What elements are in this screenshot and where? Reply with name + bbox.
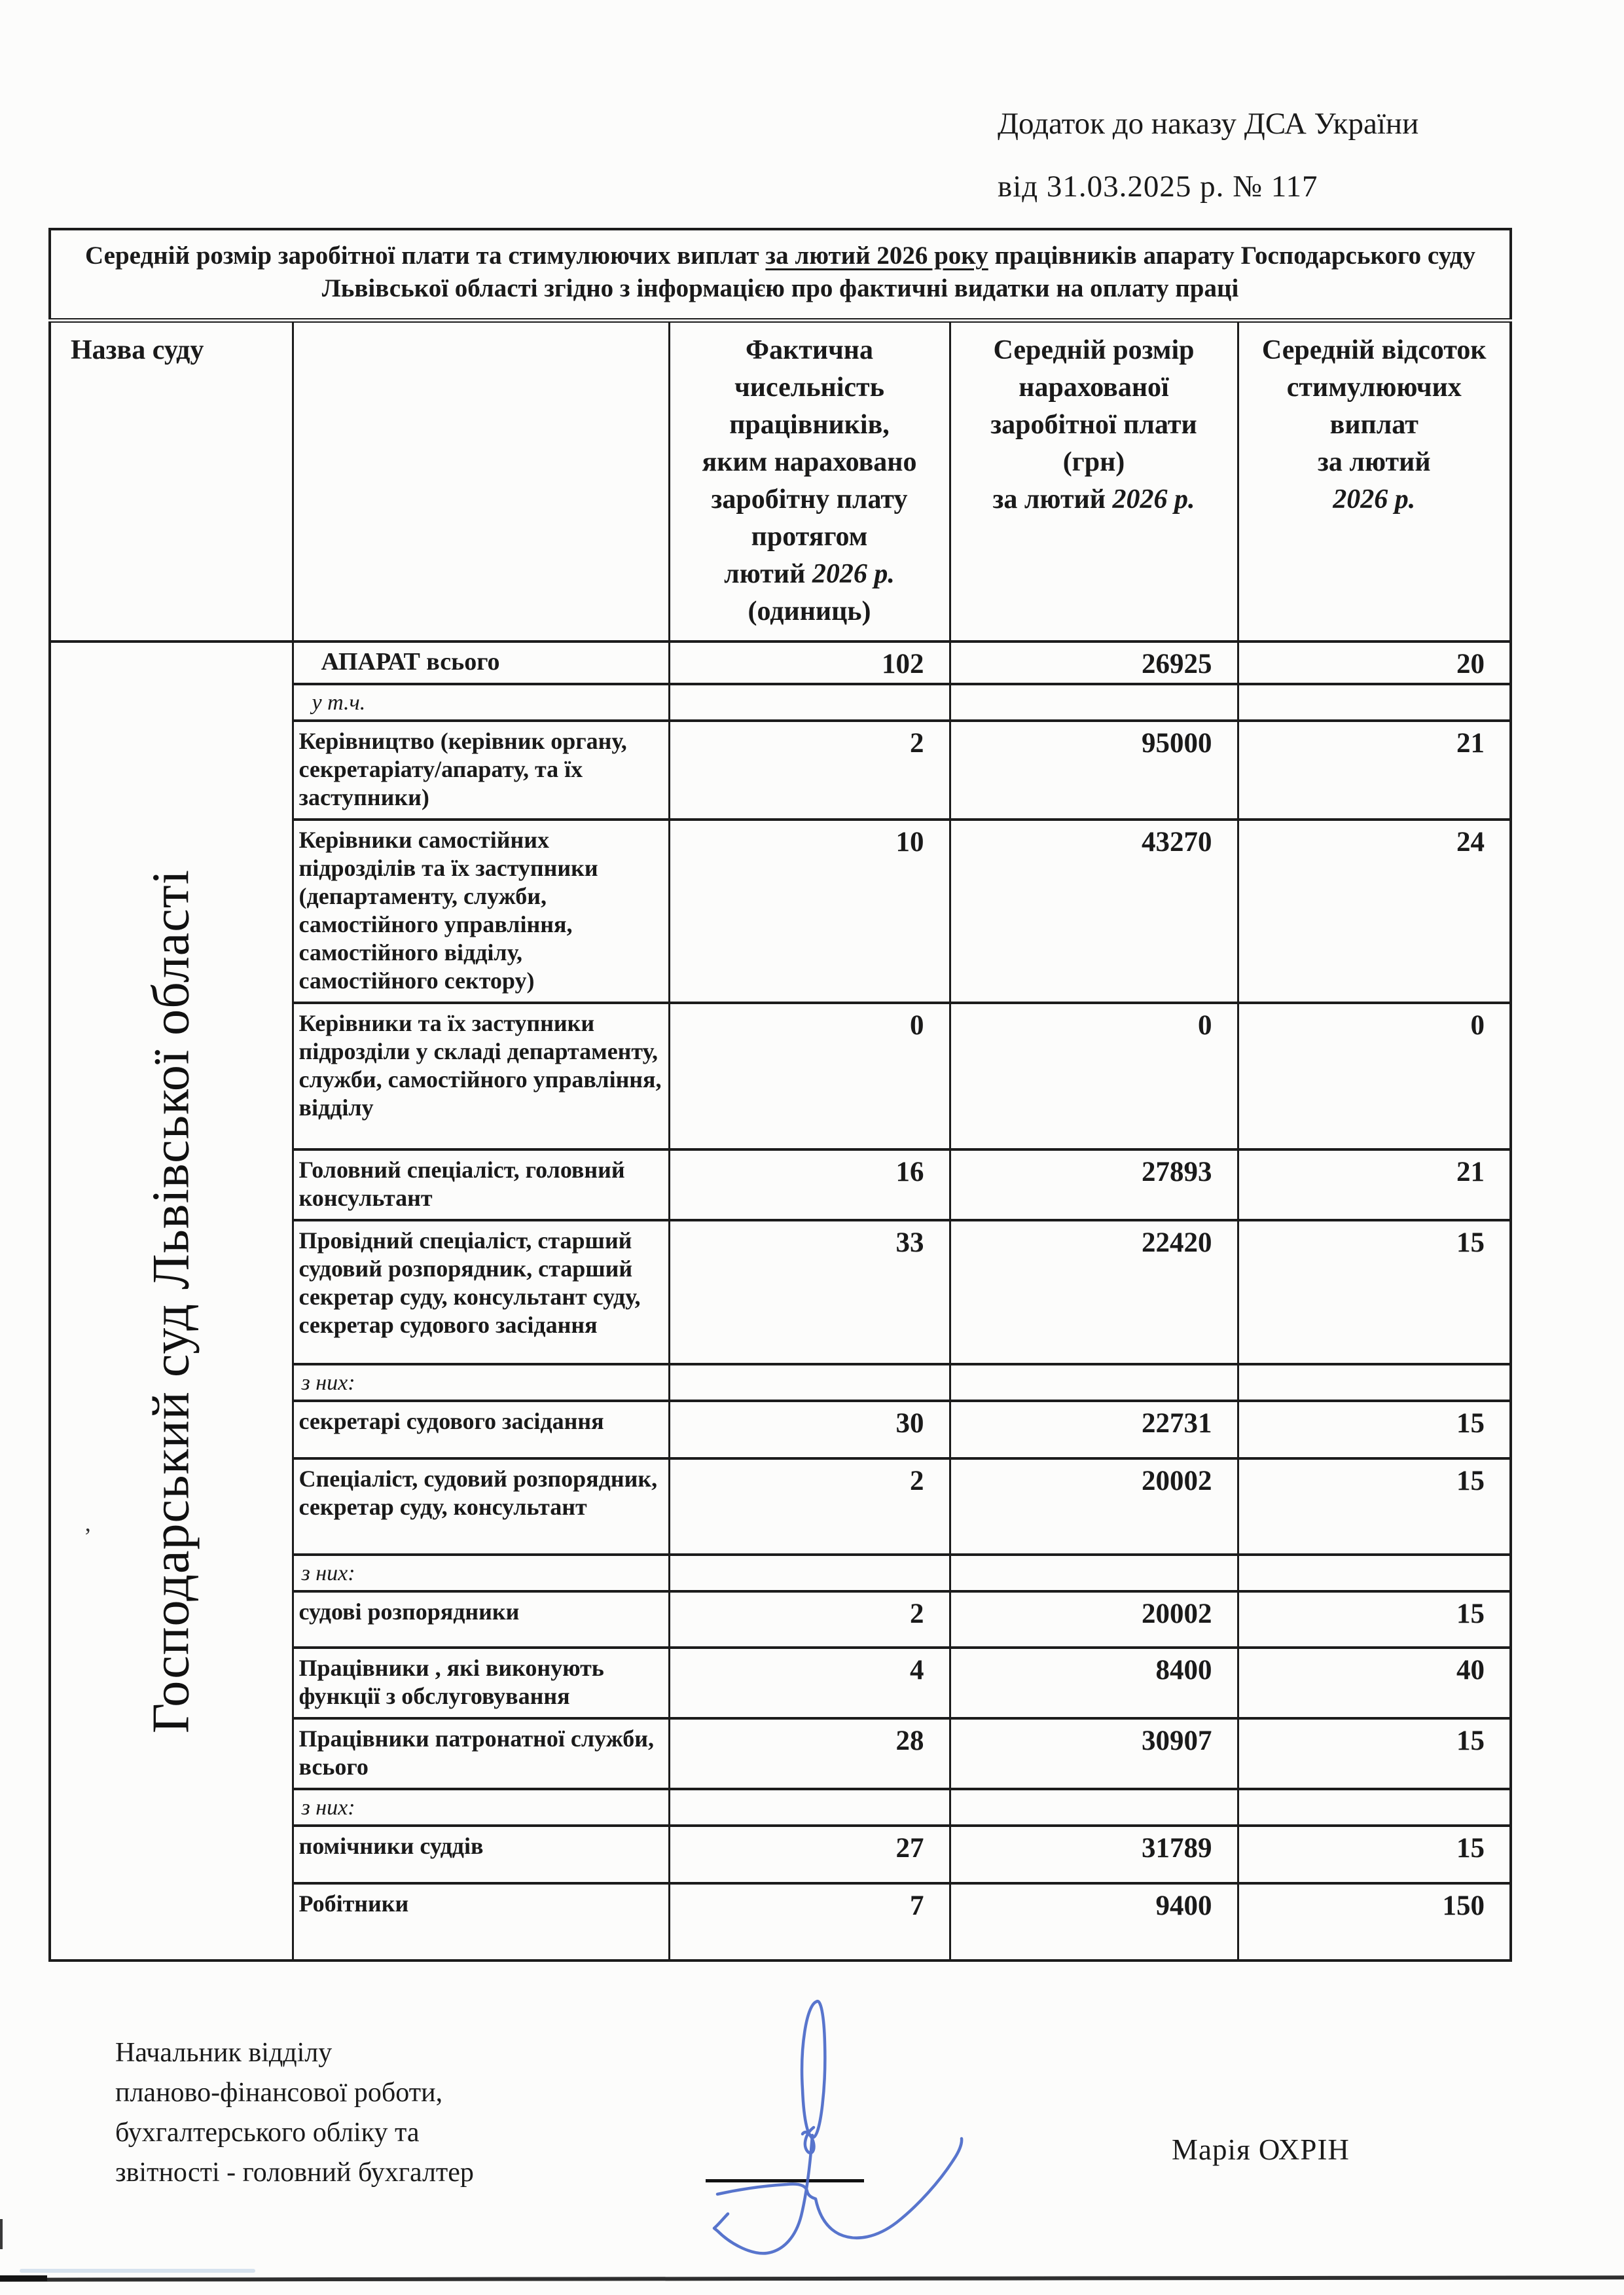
header-headcount [669, 321, 950, 642]
headcount-cell [669, 1789, 950, 1826]
percent-cell: 0 [1238, 1003, 1511, 1149]
salary-table [48, 228, 1512, 1962]
header-percent-line: Середній відсоток [1261, 335, 1487, 365]
headcount-cell: 28 [669, 1718, 950, 1789]
table-title-line2: Львівської області згідно з інформацією про фактичні видатки на оплату праці [321, 274, 1239, 302]
salary-cell: 9400 [950, 1883, 1238, 1961]
table-header-row [50, 321, 1511, 642]
header-headcount-line: яким нараховано [702, 447, 917, 477]
header-salary [950, 321, 1238, 642]
salary-cell [950, 1789, 1238, 1826]
percent-cell [1238, 1364, 1511, 1401]
salary-cell: 0 [950, 1003, 1238, 1149]
salary-cell: 31789 [950, 1826, 1238, 1883]
header-salary-line: (грн) [1062, 447, 1125, 477]
percent-cell: 15 [1238, 1718, 1511, 1789]
headcount-cell: 16 [669, 1149, 950, 1220]
headcount-cell: 33 [669, 1220, 950, 1364]
salary-cell: 22420 [950, 1220, 1238, 1364]
salary-cell: 20002 [950, 1458, 1238, 1555]
signatory-title-line: Начальник відділу [115, 2038, 333, 2068]
headcount-cell: 0 [669, 1003, 950, 1149]
header-headcount-line: протягом [751, 522, 868, 552]
row-label-cell: Керівництво (керівник органу, секретаріату/апарату, та їх заступники) [293, 721, 669, 820]
percent-cell: 15 [1238, 1458, 1511, 1555]
headcount-cell [669, 684, 950, 721]
signatory-name: Марія ОХРІН [1172, 2133, 1350, 2166]
salary-cell: 43270 [950, 820, 1238, 1003]
appendix-reference [998, 105, 1418, 206]
row-label-cell: Провідний спеціаліст, старший судовий розпорядник, старший секретар суду, консультант суду, секретар судового засідання [293, 1220, 669, 1364]
row-label-cell: Головний спеціаліст, головний консультант [293, 1149, 669, 1220]
headcount-cell [669, 1555, 950, 1591]
headcount-cell: 30 [669, 1401, 950, 1458]
salary-cell: 30907 [950, 1718, 1238, 1789]
signatory-title [115, 2033, 474, 2193]
scan-edge-line-dark [0, 2275, 47, 2281]
scan-speck: ʼ [84, 1523, 92, 1549]
table-title [50, 229, 1511, 321]
appendix-line1: Додаток до наказу ДСА України [998, 107, 1419, 141]
scan-left-edge-mark [0, 2219, 3, 2249]
appendix-line2: від 31.03.2025 р. № 117 [998, 170, 1318, 204]
headcount-cell: 2 [669, 1591, 950, 1648]
headcount-cell: 7 [669, 1883, 950, 1961]
header-salary-line: Середній розмір [993, 335, 1195, 365]
header-percent-year: 2026 р. [1333, 484, 1416, 515]
headcount-cell: 4 [669, 1648, 950, 1718]
headcount-cell: 2 [669, 721, 950, 820]
headcount-cell [669, 1364, 950, 1401]
percent-cell: 24 [1238, 820, 1511, 1003]
scan-edge-line [0, 2275, 1624, 2281]
header-percent-line: за лютий [1318, 447, 1431, 477]
salary-cell [950, 1555, 1238, 1591]
percent-cell: 15 [1238, 1220, 1511, 1364]
header-category-empty [293, 321, 669, 642]
row-label-cell: з них: [293, 1555, 669, 1591]
salary-cell: 27893 [950, 1149, 1238, 1220]
header-headcount-line: заробітну плату [711, 484, 908, 515]
row-label-cell: помічники суддів [293, 1826, 669, 1883]
table-title-text-1: Середній розмір заробітної плати та стимулюючих виплат [85, 242, 766, 270]
header-headcount-month: лютий 2026 р. [724, 559, 895, 589]
scan-smudge [20, 2269, 255, 2273]
header-salary-line: нарахованої [1019, 372, 1169, 403]
row-label-cell: Керівники самостійних підрозділів та їх заступники (департаменту, служби, самостійного управління, самостійного відділу, самостійного сектору) [293, 820, 669, 1003]
salary-cell: 22731 [950, 1401, 1238, 1458]
handwritten-signature [641, 1970, 1008, 2278]
salary-cell: 20002 [950, 1591, 1238, 1648]
row-label-cell: Спеціаліст, судовий розпорядник, секретар суду, консультант [293, 1458, 669, 1555]
percent-cell: 15 [1238, 1401, 1511, 1458]
signatory-title-line: бухгалтерського обліку та [115, 2118, 420, 2148]
row-label-cell: секретарі судового засідання [293, 1401, 669, 1458]
table-title-underlined-period: за лютий 2026 року [765, 242, 988, 270]
header-headcount-line: Фактична [746, 335, 873, 365]
percent-cell: 150 [1238, 1883, 1511, 1961]
court-name-cell [50, 642, 293, 1961]
row-label-cell: Керівники та їх заступники підрозділи у складі департаменту, служби, самостійного управління, відділу [293, 1003, 669, 1149]
row-label-cell: з них: [293, 1789, 669, 1826]
header-percent [1238, 321, 1511, 642]
row-label-cell: у т.ч. [293, 684, 669, 721]
row-label-cell: Працівники , які виконують функції з обслуговування [293, 1648, 669, 1718]
headcount-cell: 102 [669, 642, 950, 684]
salary-cell: 8400 [950, 1648, 1238, 1718]
salary-cell [950, 684, 1238, 721]
percent-cell [1238, 684, 1511, 721]
percent-cell: 40 [1238, 1648, 1511, 1718]
percent-cell: 15 [1238, 1591, 1511, 1648]
header-salary-line: заробітної плати [990, 410, 1197, 440]
signatory-title-line: планово-фінансової роботи, [115, 2078, 443, 2108]
table-row [50, 642, 1511, 684]
signatory-title-line: звітності - головний бухгалтер [115, 2158, 474, 2188]
salary-cell [950, 1364, 1238, 1401]
headcount-cell: 2 [669, 1458, 950, 1555]
header-headcount-units: (одиниць) [748, 596, 871, 626]
header-headcount-line: працівників, [729, 410, 890, 440]
table-title-text-2: працівників апарату Господарського суду [988, 242, 1475, 270]
row-label-cell: судові розпорядники [293, 1591, 669, 1648]
percent-cell: 15 [1238, 1826, 1511, 1883]
salary-cell: 95000 [950, 721, 1238, 820]
row-label-cell: Робітники [293, 1883, 669, 1961]
header-percent-line: виплат [1329, 410, 1418, 440]
header-percent-line: стимулюючих [1286, 372, 1462, 403]
headcount-cell: 27 [669, 1826, 950, 1883]
row-label-cell: з них: [293, 1364, 669, 1401]
percent-cell: 20 [1238, 642, 1511, 684]
percent-cell [1238, 1789, 1511, 1826]
header-court-name: Назва суду [50, 321, 293, 642]
header-salary-month: за лютий 2026 р. [992, 484, 1195, 515]
headcount-cell: 10 [669, 820, 950, 1003]
header-headcount-line: чисельність [734, 372, 884, 403]
row-label-cell: Працівники патронатної служби, всього [293, 1718, 669, 1789]
salary-cell: 26925 [950, 642, 1238, 684]
percent-cell: 21 [1238, 1149, 1511, 1220]
row-label-cell: АПАРАТ всього [293, 642, 669, 684]
court-name-vertical-label: Господарський суд Львівської області [142, 869, 200, 1733]
percent-cell: 21 [1238, 721, 1511, 820]
percent-cell [1238, 1555, 1511, 1591]
table-title-row [50, 229, 1511, 321]
